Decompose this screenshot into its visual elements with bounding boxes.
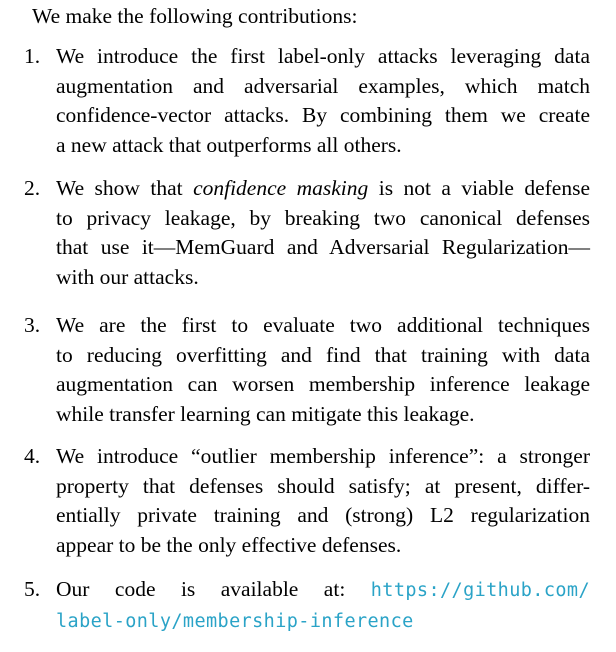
item-line: confidence-vector attacks. By combining them we create xyxy=(56,103,590,128)
item-text xyxy=(56,174,590,292)
item-number: 4. xyxy=(24,444,41,468)
item-number: 2. xyxy=(24,176,41,200)
code-repository-link-continued[interactable]: label-only/membership-inference xyxy=(56,610,414,632)
item-line: We introduce “outlier membership inference”: a stronger xyxy=(56,444,590,468)
item-line: that use it—MemGuard and Adversarial Regularization— xyxy=(56,235,590,260)
item-line: entially private training and (strong) L2 regularization xyxy=(56,503,590,528)
item-text xyxy=(56,442,590,560)
contribution-item-1 xyxy=(24,42,590,160)
item-number: 5. xyxy=(24,577,41,601)
item-line: while transfer learning can mitigate this leakage. xyxy=(56,401,475,426)
item-text-fragment: We show that xyxy=(56,176,194,200)
item-number: 3. xyxy=(24,313,41,337)
contribution-item-3 xyxy=(24,311,590,429)
item-line: appear to be the only effective defenses. xyxy=(56,532,402,557)
emphasized-term: confidence masking xyxy=(193,176,369,200)
contribution-item-2 xyxy=(24,174,590,292)
item-line: augmentation and adversarial examples, which match xyxy=(56,73,590,98)
contributions-intro: We make the following contributions: xyxy=(32,4,358,28)
item-line: to privacy leakage, by breaking two canonical defenses xyxy=(56,205,590,230)
item-text xyxy=(56,575,590,636)
item-line: property that defenses should satisfy; at present, differ- xyxy=(56,473,590,498)
item-text xyxy=(56,311,590,429)
item-line: We are the first to evaluate two additional techniques xyxy=(56,313,590,337)
item-line: a new attack that outperforms all others. xyxy=(56,132,402,157)
contribution-item-4 xyxy=(24,442,590,560)
item-number: 1. xyxy=(24,44,41,68)
item-line: with our attacks. xyxy=(56,264,199,289)
item-line: We introduce the first label-only attacks leveraging data xyxy=(56,44,590,68)
item-line: to reducing overfitting and find that training with data xyxy=(56,342,590,367)
item-line xyxy=(56,575,590,606)
code-repository-link[interactable]: https://github.com/ xyxy=(370,580,590,601)
item-line xyxy=(56,606,590,637)
item-text xyxy=(56,42,590,160)
item-line xyxy=(56,174,590,204)
item-line: augmentation can worsen membership inference leakage xyxy=(56,372,590,397)
item-text-fragment: is not a viable defense xyxy=(368,176,591,200)
contribution-item-5 xyxy=(24,575,590,636)
item-text-fragment: Our code is available at: xyxy=(56,577,346,601)
